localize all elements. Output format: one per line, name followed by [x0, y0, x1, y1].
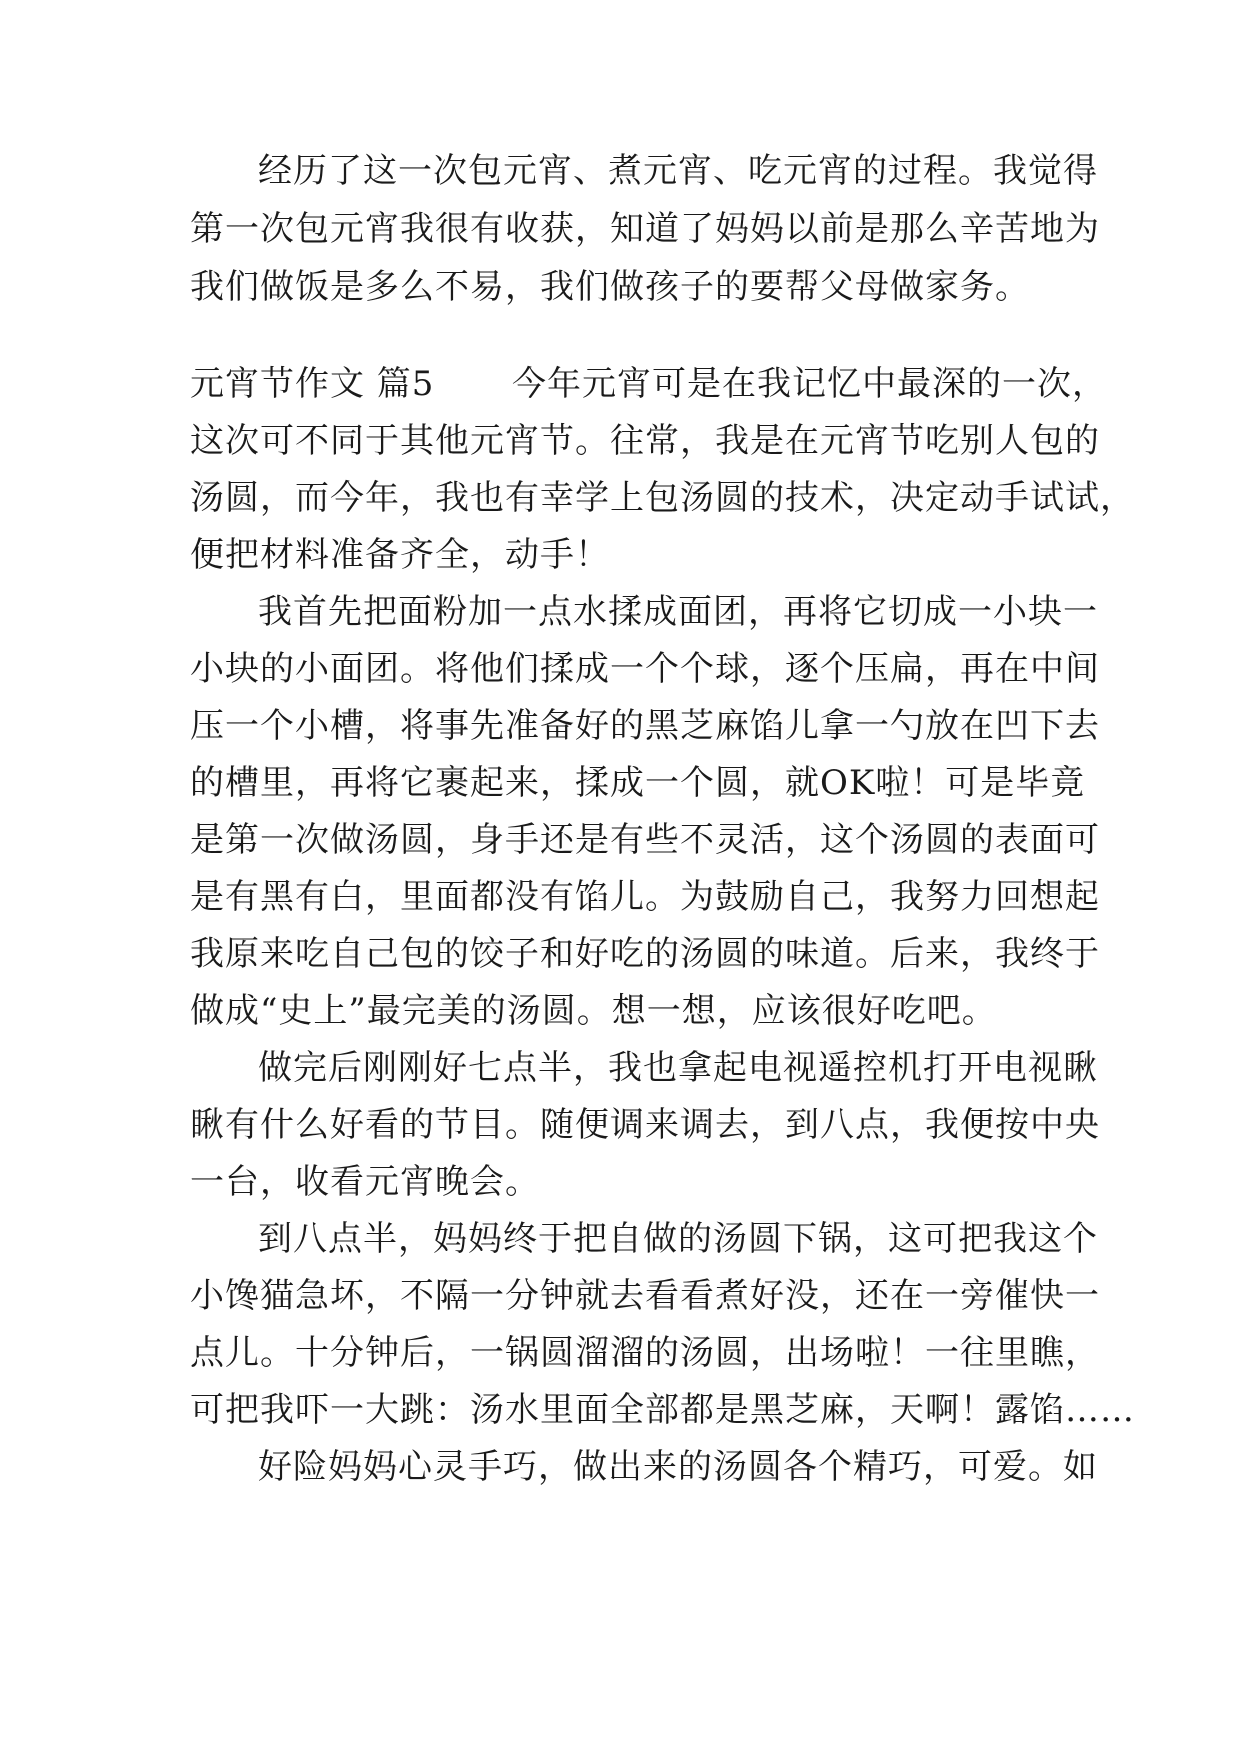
paragraph-3-line-4: 的槽里，再将它裹起来，揉成一个圆，就OK啦！可是毕竟	[190, 763, 1086, 803]
paragraph-2-line-4: 便把材料准备齐全，动手！	[190, 535, 610, 575]
paragraph-3-line-7: 我原来吃自己包的饺子和好吃的汤圆的味道。后来，我终于	[190, 934, 1100, 974]
paragraph-2-line-3: 汤圆，而今年，我也有幸学上包汤圆的技术，决定动手试试，	[190, 478, 1135, 518]
paragraph-1-line-2: 第一次包元宵我很有收获，知道了妈妈以前是那么辛苦地为	[190, 209, 1100, 249]
paragraph-5-line-1: 到八点半，妈妈终于把自做的汤圆下锅，这可把我这个	[258, 1219, 1098, 1259]
paragraph-5-line-2: 小馋猫急坏，不隔一分钟就去看看煮好没，还在一旁催快一	[190, 1276, 1100, 1316]
paragraph-1-line-1: 经历了这一次包元宵、煮元宵、吃元宵的过程。我觉得	[258, 151, 1098, 191]
paragraph-2-line-1: 今年元宵可是在我记忆中最深的一次，	[512, 364, 1107, 404]
paragraph-6-line-1: 好险妈妈心灵手巧，做出来的汤圆各个精巧，可爱。如	[258, 1447, 1098, 1487]
paragraph-4-line-2: 瞅有什么好看的节目。随便调来调去，到八点，我便按中央	[190, 1105, 1100, 1145]
paragraph-3-line-3: 压一个小槽，将事先准备好的黑芝麻馅儿拿一勺放在凹下去	[190, 706, 1100, 746]
paragraph-3-line-8: 做成“史上”最完美的汤圆。想一想，应该很好吃吧。	[190, 991, 997, 1031]
paragraph-2-line-2: 这次可不同于其他元宵节。往常，我是在元宵节吃别人包的	[190, 421, 1100, 461]
paragraph-3-line-6: 是有黑有白，里面都没有馅儿。为鼓励自己，我努力回想起	[190, 877, 1100, 917]
paragraph-5-line-3: 点儿。十分钟后，一锅圆溜溜的汤圆，出场啦！一往里瞧，	[190, 1333, 1100, 1373]
paragraph-3-line-1: 我首先把面粉加一点水揉成面团，再将它切成一小块一	[258, 592, 1098, 632]
paragraph-4-line-3: 一台，收看元宵晚会。	[190, 1162, 540, 1202]
paragraph-4-line-1: 做完后刚刚好七点半，我也拿起电视遥控机打开电视瞅	[258, 1048, 1098, 1088]
paragraph-1-line-3: 我们做饭是多么不易，我们做孩子的要帮父母做家务。	[190, 267, 1030, 307]
paragraph-5-line-4: 可把我吓一大跳：汤水里面全部都是黑芝麻，天啊！露馅……	[190, 1390, 1135, 1430]
paragraph-3-line-2: 小块的小面团。将他们揉成一个个球，逐个压扁，再在中间	[190, 649, 1100, 689]
section-heading: 元宵节作文 篇5	[190, 364, 435, 404]
paragraph-3-line-5: 是第一次做汤圆，身手还是有些不灵活，这个汤圆的表面可	[190, 820, 1100, 860]
